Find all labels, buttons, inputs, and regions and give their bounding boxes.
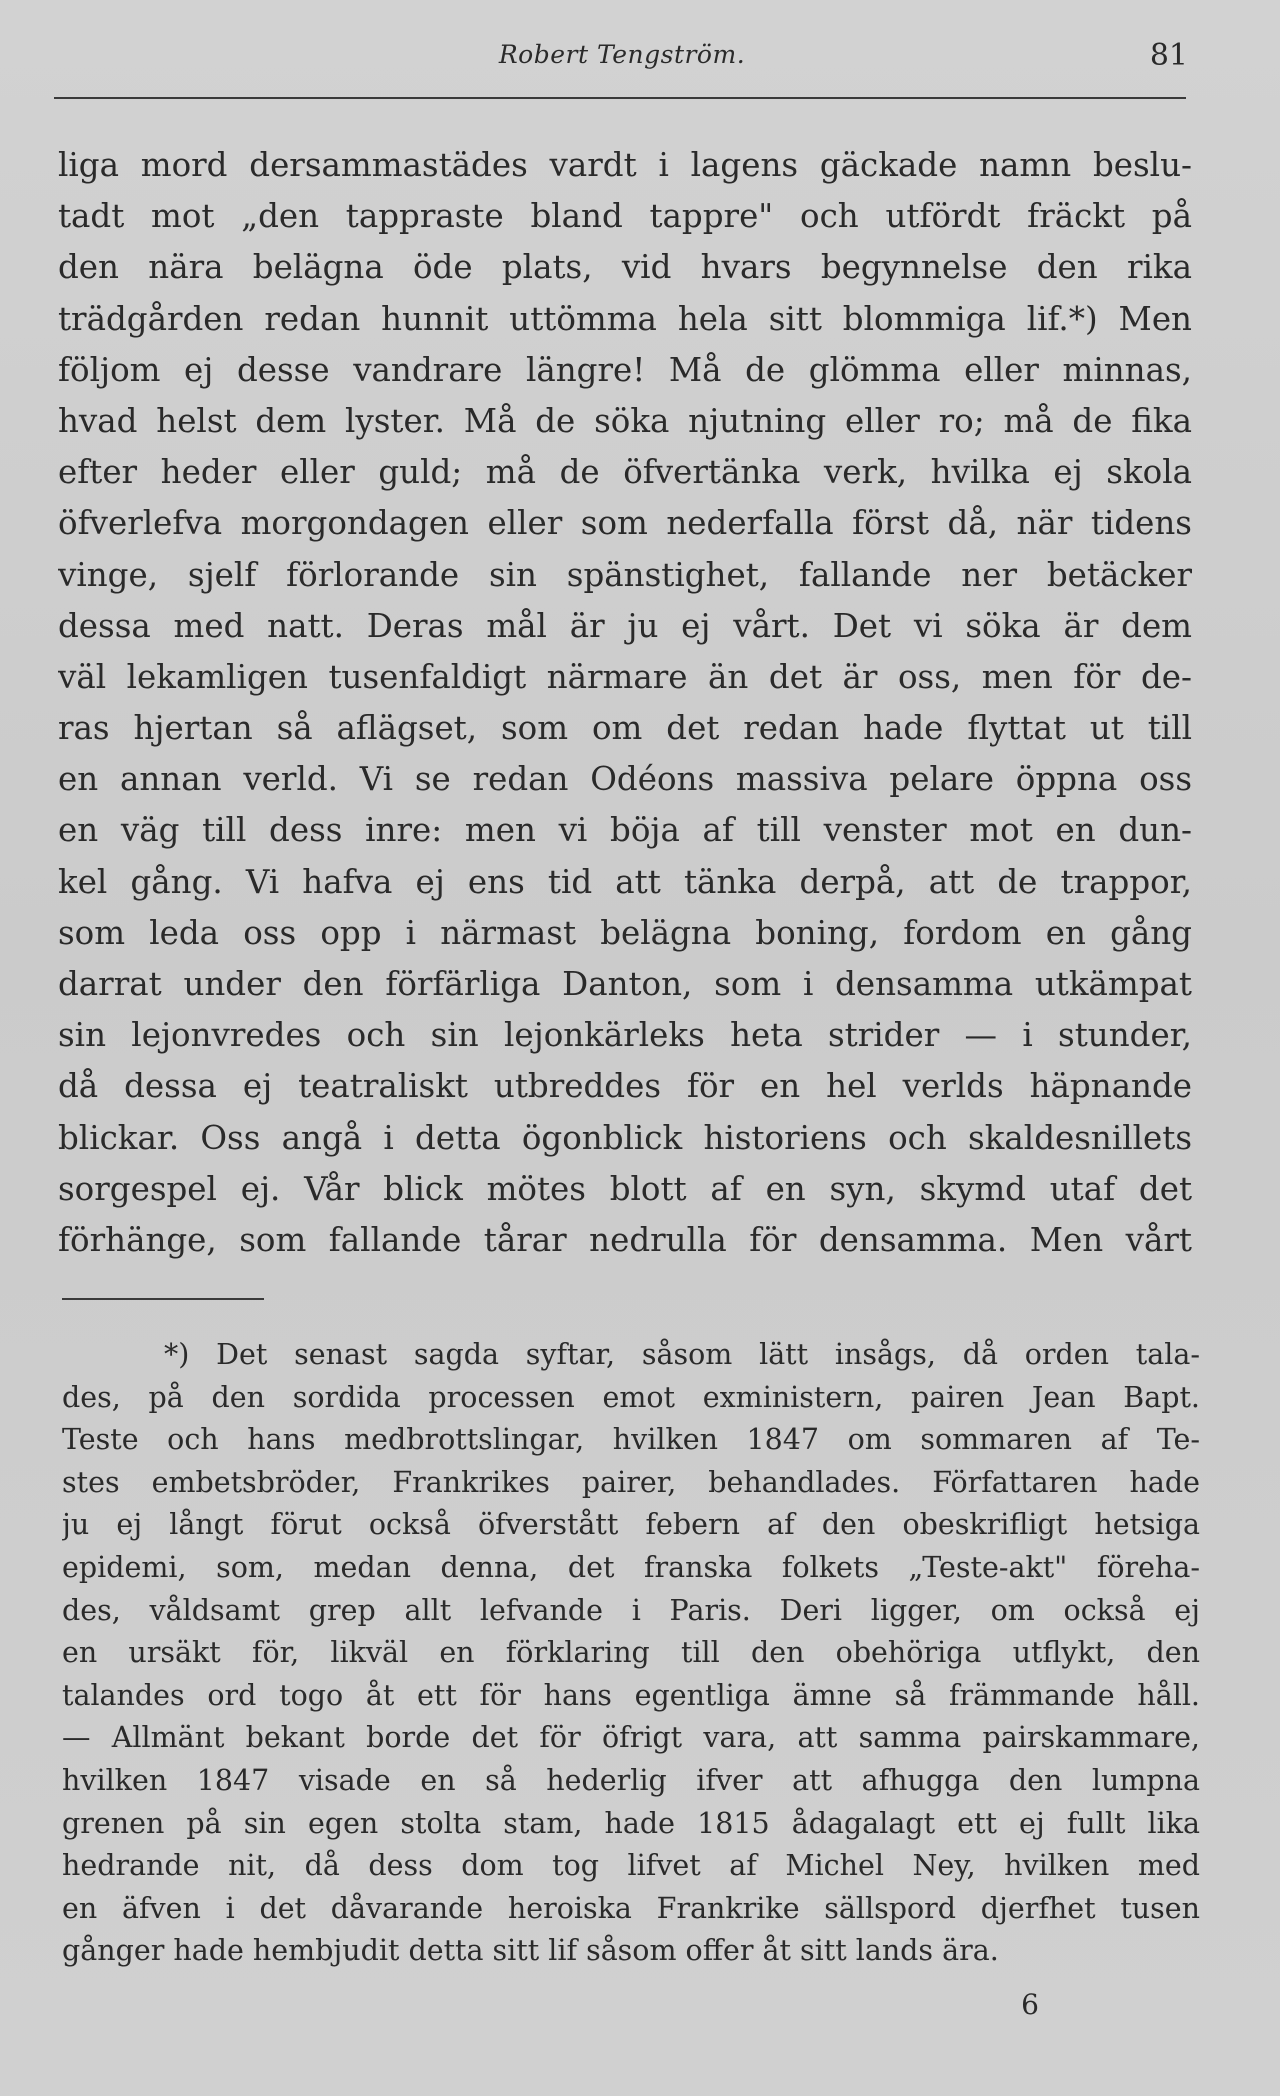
body-line: sin lejonvredes och sin lejonkärleks heta strider — i stunder, [58,1016,1192,1055]
body-line: dessa med natt. Deras mål är ju ej vårt. Det vi söka är dem [58,606,1192,645]
footnote-line: *) Det senast sagda syftar, såsom lätt insågs, då orden tala- [164,1338,1200,1371]
body-line: väl lekamligen tusenfaldigt närmare än det är oss, men för de- [58,657,1192,696]
footnote-line: en ursäkt för, likväl en förklaring till den obehöriga utflykt, den [62,1636,1200,1670]
body-line: sorgespel ej. Vår blick mötes blott af en syn, skymd utaf det [58,1169,1192,1208]
footnote-line: des, våldsamt grep allt lefvande i Paris. Deri ligger, om också ej [62,1593,1200,1627]
body-text [58,140,1192,1266]
footnote-line: des, på den sordida processen emot exministern, pairen Jean Bapt. [62,1380,1200,1414]
body-line: förhänge, som fallande tårar nedrulla för densamma. Men vårt [58,1220,1192,1259]
body-line: blickar. Oss angå i detta ögonblick historiens och skaldesnillets [58,1118,1192,1157]
footnote-line: en äfven i det dåvarande heroiska Frankrike sällspord djerfhet tusen [62,1891,1200,1925]
body-line: som leda oss opp i närmast belägna boning, fordom en gång [58,913,1192,952]
body-line: efter heder eller guld; må de öfvertänka verk, hvilka ej skola [58,453,1192,492]
body-line: följom ej desse vandrare längre! Må de glömma eller minnas, [58,350,1192,389]
body-line: en annan verld. Vi se redan Odéons massiva pelare öppna oss [58,760,1192,799]
running-head [56,40,1188,80]
body-line: öfverlefva morgondagen eller som nederfalla först då, när tidens [58,504,1192,543]
header-rule [54,97,1186,99]
footnote-line: ju ej långt förut också öfverstått febern af den obeskrifligt hetsiga [62,1508,1200,1542]
footnote-line: hvilken 1847 visade en så hederlig ifver att afhugga den lumpna [62,1763,1200,1797]
footnote-rule [62,1298,264,1300]
running-head-author: Robert Tengström. [498,40,746,69]
footnote-line: gånger hade hembjudit detta sitt lif såsom offer åt sitt lands ära. [62,1934,999,1968]
body-line: då dessa ej teatraliskt utbreddes för en hel verlds häpnande [58,1067,1192,1106]
signature-mark: 6 [1021,1988,1039,2021]
footnote-line: Teste och hans medbrottslingar, hvilken 1847 om sommaren af Te- [62,1423,1200,1457]
body-line: liga mord dersammastädes vardt i lagens gäckade namn beslu- [58,146,1192,184]
body-line: en väg till dess inre: men vi böja af till venster mot en dun- [58,811,1192,850]
footnote-line: — Allmänt bekant borde det för öfrigt vara, att samma pairskammare, [62,1721,1200,1755]
footnote-line: hedrande nit, då dess dom tog lifvet af Michel Ney, hvilken med [62,1849,1200,1883]
footnote [62,1334,1200,1973]
footnote-line: stes embetsbröder, Frankrikes pairer, behandlades. Författaren hade [62,1465,1200,1499]
page-number: 81 [1149,38,1188,73]
footnote-line: grenen på sin egen stolta stam, hade 1815 ådagalagt ett ej fullt lika [62,1806,1200,1840]
body-line: den nära belägna öde plats, vid hvars begynnelse den rika [58,248,1192,287]
body-line: trädgården redan hunnit uttömma hela sitt blommiga lif.*) Men [58,299,1192,338]
body-line: darrat under den förfärliga Danton, som i densamma utkämpat [58,965,1192,1003]
body-line: kel gång. Vi hafva ej ens tid att tänka derpå, att de trappor, [58,862,1192,901]
footnote-line: epidemi, som, medan denna, det franska folkets „Teste-akt" föreha- [62,1550,1200,1584]
body-line: hvad helst dem lyster. Må de söka njutning eller ro; må de fika [58,401,1192,440]
body-line: vinge, sjelf förlorande sin spänstighet, fallande ner betäcker [58,555,1192,594]
body-line: tadt mot „den tappraste bland tappre" och utfördt fräckt på [58,197,1192,236]
footnote-line: talandes ord togo åt ett för hans egentliga ämne så främmande håll. [62,1678,1200,1712]
body-line: ras hjertan så aflägset, som om det redan hade flyttat ut till [58,709,1192,748]
